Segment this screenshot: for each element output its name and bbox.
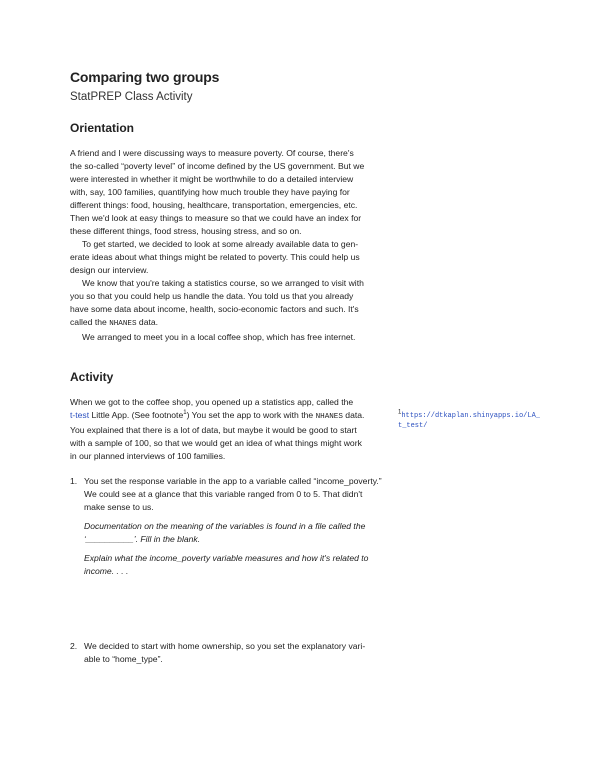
text-line: We arranged to meet you in a local coffee shop, which has free internet.: [82, 332, 356, 342]
activity-heading: Activity: [70, 370, 114, 384]
activity-body: [70, 396, 390, 463]
text-line: You explained that there is a lot of data, but maybe it would be good to start: [70, 425, 357, 435]
inline-text: Little App. (See footnote: [89, 410, 184, 420]
text-line: erate ideas about what things might be related to poverty. This could help us: [70, 252, 360, 262]
text-line: able to “home_type”.: [84, 654, 163, 664]
page-title: Comparing two groups: [70, 69, 220, 85]
page-subtitle: StatPREP Class Activity: [70, 91, 193, 103]
nhanes-code: NHANES: [109, 320, 137, 328]
text-line: You set the response variable in the app to a variable called “income_poverty.”: [84, 476, 382, 486]
text-line: income. . . .: [84, 566, 129, 576]
text-line: make sense to us.: [84, 502, 154, 512]
text-line: ‘__________’. Fill in the blank.: [84, 534, 201, 544]
text-line: A friend and I were discussing ways to measure poverty. Of course, there's: [70, 148, 354, 158]
t-test-link[interactable]: t-test: [70, 410, 90, 420]
footnote-ref[interactable]: 1: [183, 410, 187, 417]
text-line: [70, 316, 390, 331]
text-line: We could see at a glance that this variable ranged from 0 to 5. That didn't: [84, 489, 363, 499]
orientation-body: [70, 147, 390, 344]
text-line: in our planned interviews of 100 families.: [70, 451, 226, 461]
text-line: you so that you could help us handle the data. You told us that you already: [70, 291, 354, 301]
text-line: with a sample of 100, so that we would get an idea of what things might work: [70, 438, 362, 448]
text-line: with, say, 100 families, quantifying how much trouble they have paying for: [70, 187, 350, 197]
inline-text: ) You set the app to work with the: [186, 410, 316, 420]
text-line: design our interview.: [70, 265, 149, 275]
inline-text: data.: [342, 410, 365, 420]
inline-text: called the: [70, 317, 110, 327]
footnote-url[interactable]: https://dtkaplan.shinyapps.io/LA_: [401, 412, 540, 420]
footnote: [398, 411, 548, 431]
question-number: 1.: [70, 476, 78, 486]
text-line: To get started, we decided to look at some already available data to gen-: [82, 239, 359, 249]
text-line: these different things, food stress, housing stress, and so on.: [70, 226, 302, 236]
text-line: We decided to start with home ownership, so you set the explanatory vari-: [84, 641, 366, 651]
text-line: Documentation on the meaning of the variables is found in a file called the: [84, 521, 366, 531]
text-line: the so-called “poverty level” of income defined by the US government. But we: [70, 161, 365, 171]
text-line: When we got to the coffee shop, you opened up a statistics app, called the: [70, 397, 354, 407]
text-line: different things: food, housing, healthcare, transportation, emergencies, etc.: [70, 200, 358, 210]
nhanes-code: NHANES: [315, 413, 343, 421]
text-line: Explain what the income_poverty variable measures and how it's related to: [84, 553, 369, 563]
text-line: have some data about income, health, socio-economic factors and such. It's: [70, 304, 359, 314]
text-line: We know that you're taking a statistics course, so we arranged to visit with: [82, 278, 364, 288]
text-line: were interested in whether it might be worthwhile to do a detailed interview: [70, 174, 354, 184]
inline-text: data.: [136, 317, 159, 327]
question-number: 2.: [70, 641, 78, 651]
text-line: Then we'd look at easy things to measure so that we could have an index for: [70, 213, 362, 223]
orientation-heading: Orientation: [70, 121, 135, 135]
footnote-number: 1: [398, 409, 402, 416]
question-body: [84, 640, 365, 666]
text-line: [70, 409, 390, 424]
footnote-url-cont[interactable]: t_test/: [398, 422, 428, 430]
question-body: [84, 475, 382, 578]
